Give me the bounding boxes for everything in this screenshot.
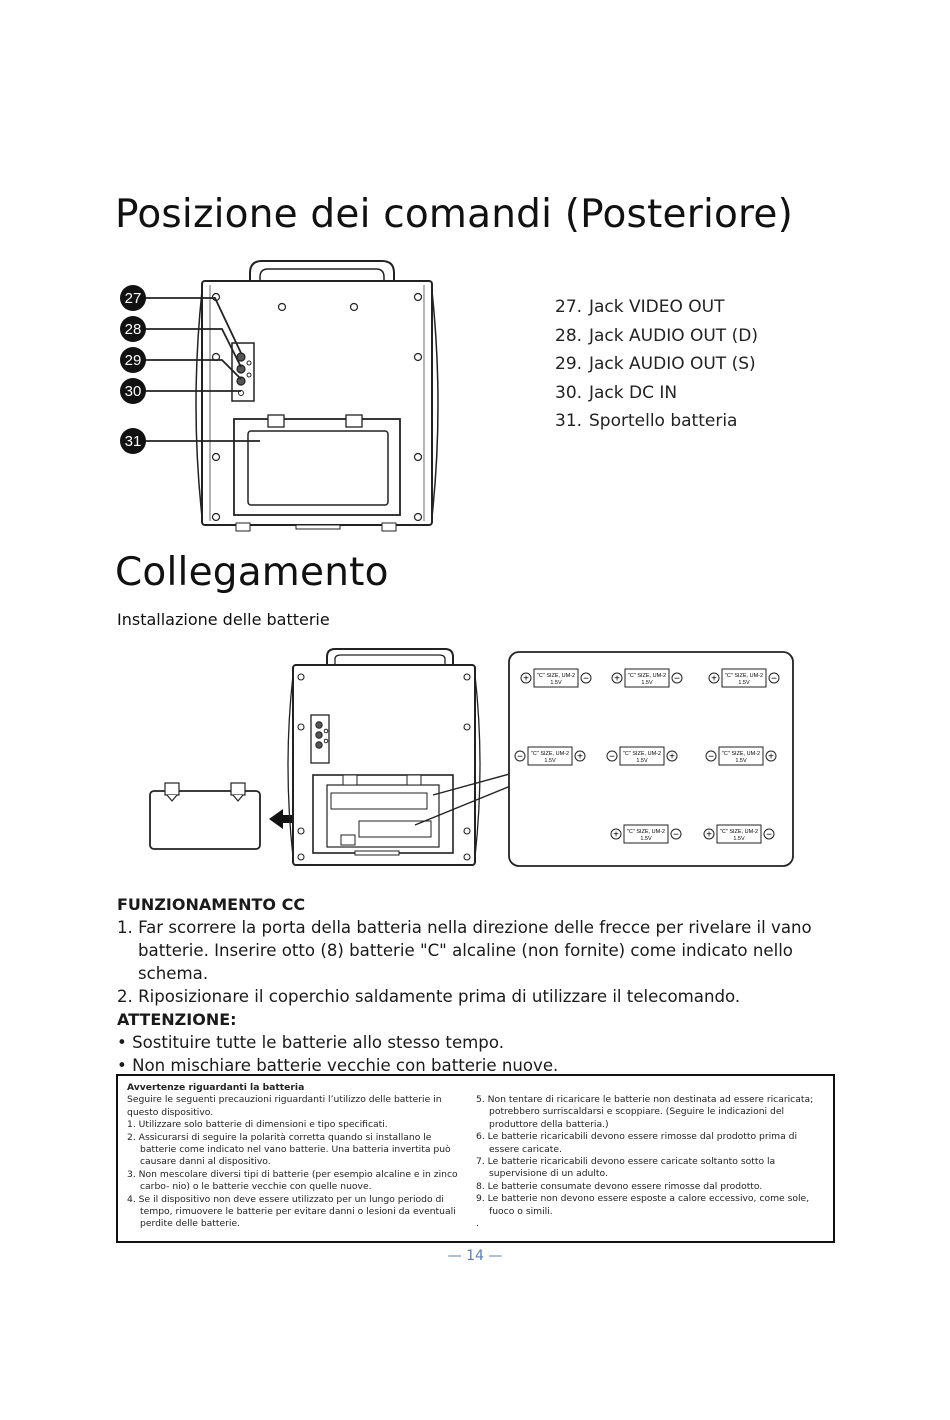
svg-text:−: − [673,829,679,841]
battery-voltage: 1.5V [550,680,562,686]
battery-row-1 [521,669,779,687]
battery-row-2 [515,747,776,765]
warning-item: 9. Le batterie non devono essere esposte a calore eccessivo, come sole, fuoco o simili. [476,1193,810,1217]
battery-label: "C" SIZE, UM-2 [536,673,576,679]
item-number: 27. [555,297,583,317]
warning-item: 8. Le batterie consumate devono essere rimosse dal prodotto. [476,1180,763,1192]
subtitle-battery-install: Installazione delle batterie [117,610,330,629]
operation-step: 2. Riposizionare il coperchio saldamente prima di utilizzare il telecomando. [117,987,741,1006]
callout-30-label: 30 [124,383,142,400]
warning-item: 4. Se il dispositivo non deve essere utilizzato per un lungo periodo di tempo, rimuovere le batterie per evitare danni o lesioni da eventuali perdite delle batterie. [127,1193,456,1230]
battery-voltage: 1.5V [640,836,652,842]
battery-label: "C" SIZE, UM-2 [627,673,667,679]
operation-section [117,893,847,1077]
list-item [555,322,758,351]
callout-31 [120,428,146,454]
callout-28 [120,316,146,342]
caution-heading: ATTENZIONE: [117,1010,237,1029]
warning-item: 5. Non tentare di ricaricare le batterie non destinata ad essere ricaricata; potrebbero surriscaldarsi e scoppiare. (Seguire le indicazioni del produttore della batteria.) [476,1094,814,1130]
item-number: 30. [555,382,583,403]
battery-label: "C" SIZE, UM-2 [626,829,666,835]
list-item [555,350,758,379]
svg-text:−: − [583,673,589,685]
page-title-rear: Posizione dei comandi (Posteriore) [115,192,794,237]
list-item [555,407,758,436]
battery-label: "C" SIZE, UM-2 [530,751,570,757]
callout-29-label: 29 [124,352,142,369]
battery-label: "C" SIZE, UM-2 [719,829,759,835]
svg-text:+: + [523,673,529,685]
callout-28-label: 28 [124,321,142,338]
item-label: Jack DC IN [589,382,678,403]
svg-text:−: − [708,751,714,763]
warnings-right-column [476,1094,816,1230]
caution-text: Non mischiare batterie vecchie con batterie nuove. [132,1056,559,1075]
battery-voltage: 1.5V [641,680,653,686]
svg-text:+: + [613,829,619,841]
list-item [555,293,758,322]
warning-item: 7. Le batterie ricaricabili devono essere caricate soltanto sotto la supervisione di un adulto. [476,1156,776,1180]
battery-voltage: 1.5V [636,758,648,764]
battery-label: "C" SIZE, UM-2 [724,673,764,679]
svg-text:−: − [517,751,523,763]
warning-item: 1. Utilizzare solo batterie di dimensioni e tipo specificati. [127,1119,388,1131]
battery-voltage: 1.5V [544,758,556,764]
battery-voltage: 1.5V [733,836,745,842]
warning-item: 2. Assicurarsi di seguire la polarità corretta quando si installano le batterie come indicato nel vano batterie. Una batteria invertita può causare danni al dispositivo. [127,1131,451,1168]
callout-30 [120,378,146,404]
item-number: 31. [555,411,583,431]
svg-text:−: − [609,751,615,763]
item-label: Jack VIDEO OUT [589,297,725,317]
page-number: — 14 — [447,1248,503,1264]
svg-text:+: + [577,751,583,763]
callout-31-label: 31 [124,433,142,450]
svg-text:+: + [711,673,717,685]
svg-text:−: − [771,673,777,685]
item-label: Jack AUDIO OUT (S) [589,354,756,374]
svg-text:+: + [706,829,712,841]
warning-item: 3. Non mescolare diversi tipi di batterie (per esempio alcaline e in zinco carbo- nio) o le batterie vecchie con quelle nuove. [127,1168,458,1193]
callout-29 [120,347,146,373]
battery-warnings-box [116,1074,835,1243]
svg-text:+: + [669,751,675,763]
battery-voltage: 1.5V [738,680,750,686]
rear-device-diagram [110,255,450,540]
rear-controls-list [555,293,758,436]
caution-text: Sostituire tutte le batterie allo stesso tempo. [132,1033,504,1052]
item-label: Sportello batteria [589,411,738,431]
caution-item: • Sostituire tutte le batterie allo stesso tempo. [117,1033,504,1052]
callout-markers [118,285,150,457]
item-number: 28. [555,325,583,346]
battery-voltage: 1.5V [735,758,747,764]
battery-install-diagram [145,645,805,875]
section-title-connection: Collegamento [115,550,389,595]
callout-27-label: 27 [124,290,142,307]
callout-27 [120,285,146,311]
operation-step: 1. Far scorrere la porta della batteria nella direzione delle frecce per rivelare il vano batterie. Inserire otto (8) batterie "C" alcaline (non fornite) come indicato nello schema. [117,918,812,983]
caution-item: • Non mischiare batterie vecchie con batterie nuove. [117,1056,559,1075]
warnings-left-column [127,1082,463,1231]
svg-text:+: + [614,673,620,685]
svg-text:+: + [768,751,774,763]
warning-item: 6. Le batterie ricaricabili devono essere rimosse dal prodotto prima di essere caricate. [476,1131,798,1155]
list-item [555,379,758,408]
operation-heading: FUNZIONAMENTO CC [117,895,306,914]
battery-label: "C" SIZE, UM-2 [622,751,662,757]
warnings-trailing: . [476,1218,479,1230]
battery-label: "C" SIZE, UM-2 [721,751,761,757]
item-label: Jack AUDIO OUT (D) [589,325,758,346]
warnings-title: Avvertenze riguardanti la batteria [127,1082,305,1093]
warnings-intro: Seguire le seguenti precauzioni riguardanti l’utilizzo delle batterie in questo dispositivo. [127,1094,442,1118]
svg-text:−: − [674,673,680,685]
item-number: 29. [555,354,583,374]
svg-text:−: − [766,829,772,841]
